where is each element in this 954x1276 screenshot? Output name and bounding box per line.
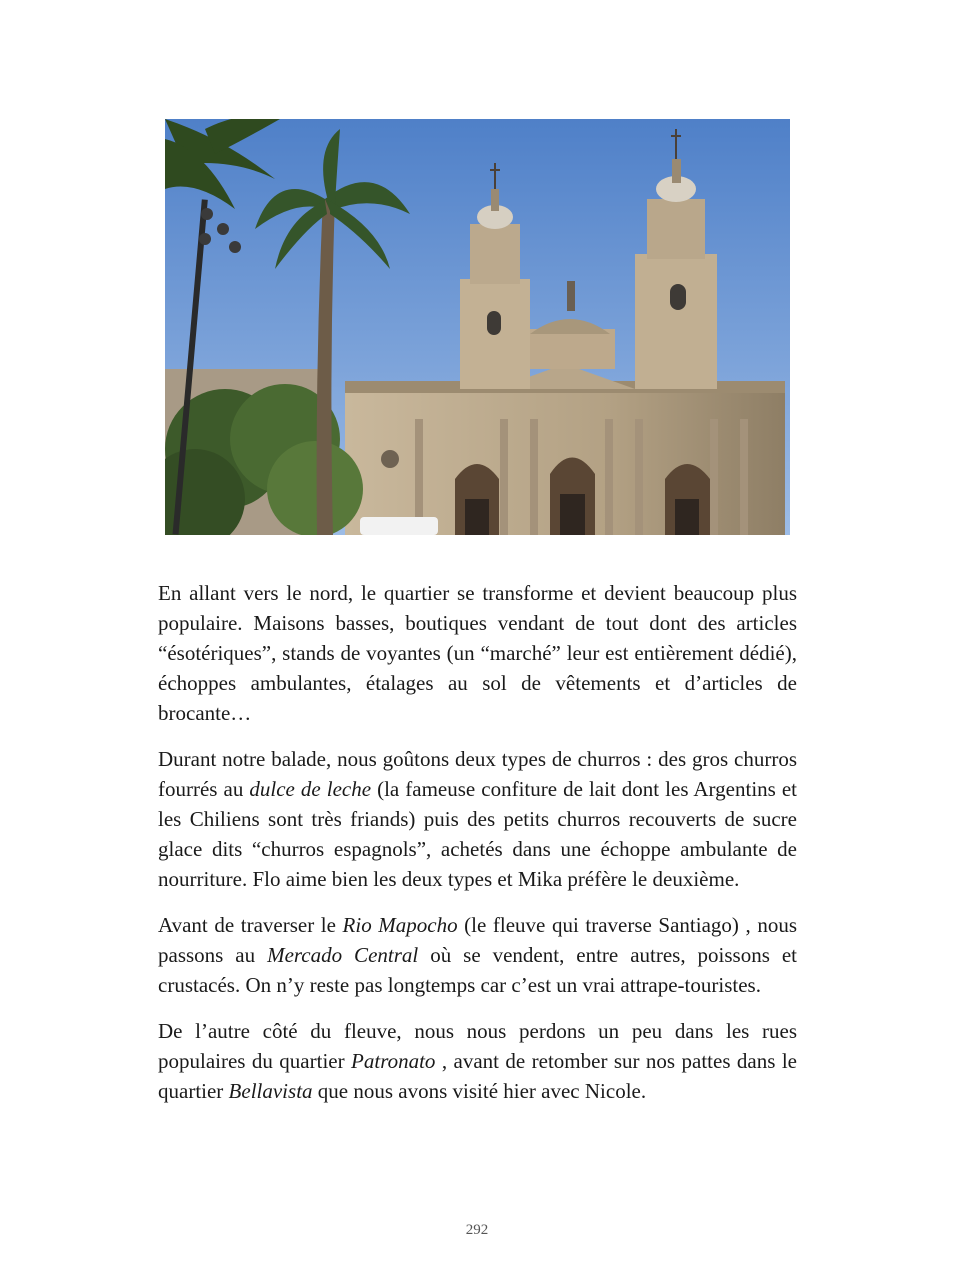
paragraph-3: Avant de traverser le Rio Mapocho (le fleuve qui traverse Santiago) , nous passons au Mercado Central où se vendent, entre autres, poissons et crustacés. On n’y reste pas longtemps car c’est un vrai attrape-touristes. <box>158 913 797 997</box>
cathedral-photo <box>165 119 790 535</box>
paragraph-2: Durant notre balade, nous goûtons deux types de churros : des gros churros fourrés au dulce de leche (la fameuse confiture de lait dont les Argentins et les Chiliens sont très friands) puis des petits churros recouverts de sucre glace dits “churros espagnols”, achetés dans une échoppe ambulante de nourriture. Flo aime bien les deux types et Mika préfère le deuxième. <box>158 747 798 891</box>
paragraph-1: En allant vers le nord, le quartier se transforme et devient beaucoup plus populaire. Maisons basses, boutiques vendant de tout dont des articles “ésotériques”, stands de voyantes (un “marché” leur est entièrement dédié), échoppes ambulantes, étalages au sol de vêtements et d’articles de brocante… <box>158 581 797 725</box>
paragraph-4: De l’autre côté du fleuve, nous nous perdons un peu dans les rues populaires du quartier Patronato , avant de retomber sur nos pattes dans le quartier Bellavista que nous avons visité hier avec Nicole. <box>158 1019 797 1103</box>
page-number: 292 <box>465 1222 489 1238</box>
body-text <box>158 578 797 1122</box>
